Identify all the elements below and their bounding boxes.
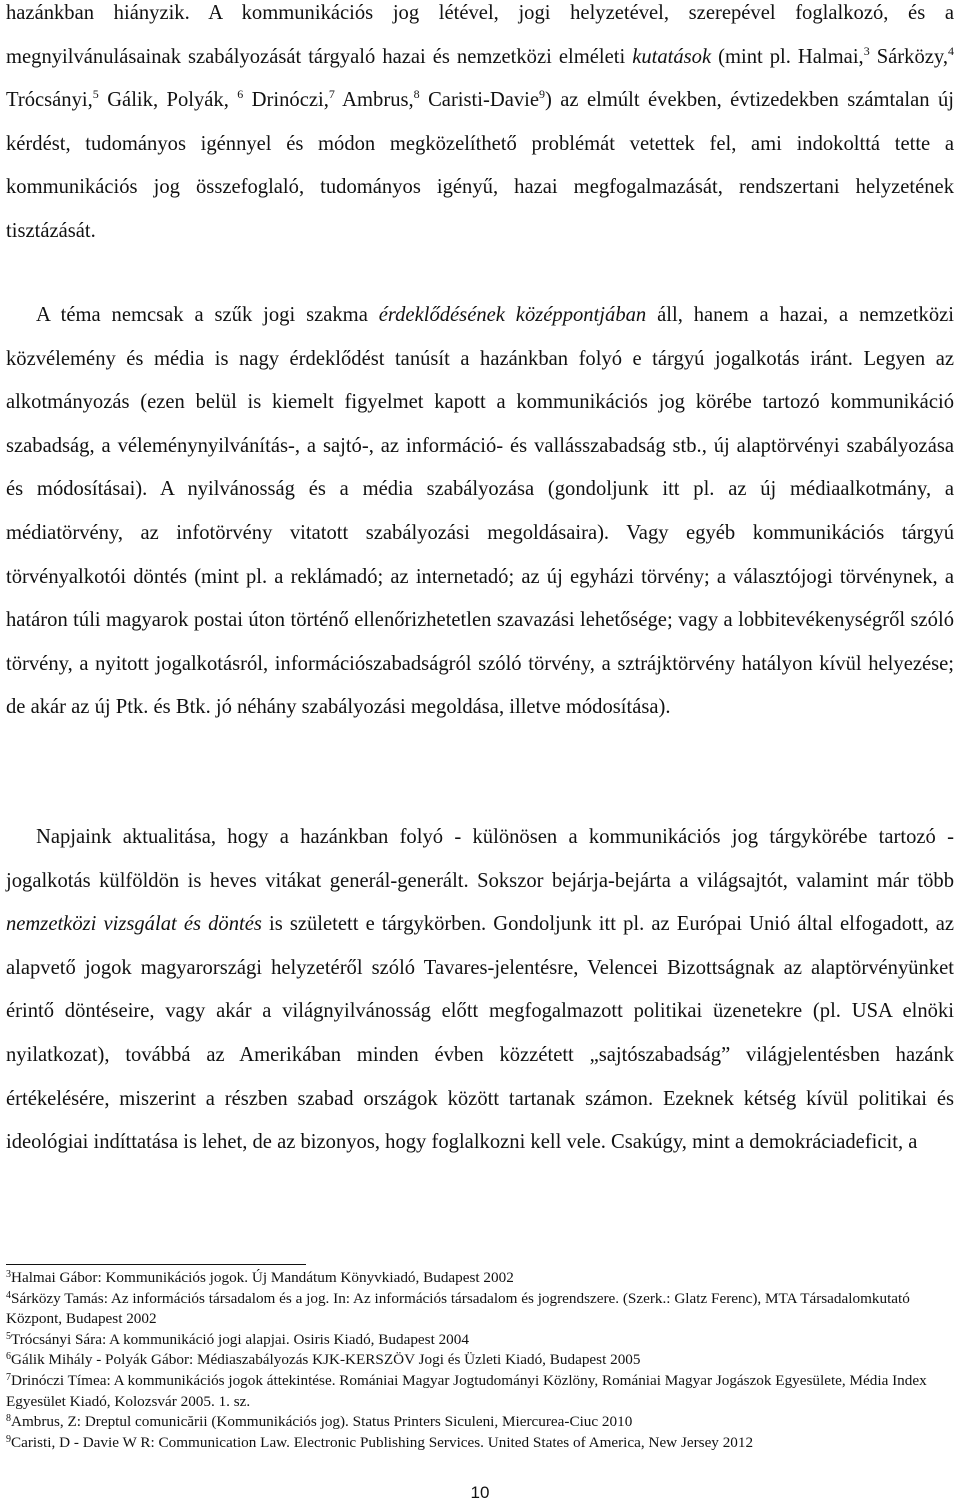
footnote-text: Trócsányi Sára: A kommunikáció jogi alapjai. Osiris Kiadó, Budapest 2004 <box>11 1330 469 1348</box>
footnote-number: 3 <box>6 1269 11 1280</box>
page-number: 10 <box>470 1483 490 1502</box>
footnote-ref-7: 7 <box>328 87 335 102</box>
paragraph-text: hazánkban hiányzik. A kommunikációs jog létével, jogi helyzetével, szerepével foglalkozó, és a megnyilvánulásainak szabályozását tárgyaló hazai és nemzetközi elméleti <box>6 2 954 68</box>
body-paragraph-2 <box>6 294 954 730</box>
footnote-text: Ambrus, Z: Dreptul comunicării (Kommunikációs jog). Status Printers Siculeni, Miercurea-Ciuc 2010 <box>11 1413 633 1431</box>
body-paragraph-1 <box>6 0 954 254</box>
italic-phrase: érdeklődésének középpontjában <box>378 304 647 326</box>
footnote-ref-9: 9 <box>539 87 546 102</box>
paragraph-text: Trócsányi, <box>6 89 93 112</box>
footnote-3 <box>6 1268 956 1289</box>
footnote-number: 4 <box>6 1289 11 1301</box>
paragraph-text: Napjaink aktualitása, hogy a hazánkban folyó - különösen a kommunikációs jog tárgykörébe tartozó - jogalkotás külföldön is heves vitákat generál-generált. Sokszor bejárja-bejárta a világsajtót, valamint már több <box>6 826 954 892</box>
footnote-4 <box>6 1289 956 1330</box>
paragraph-text: is született e tárgykörben. Gondoljunk itt pl. az Európai Unió által elfogadott, az alapvető jogok magyarországi helyzetéről szóló Tavares-jelentésre, Velencei Bizottságnak az alaptörvényünket érintő döntéseire, vagy akár a világnyilvánosság előtt megfogalmazott politikai üzenetekre (pl. USA elnöki nyilatkozat), továbbá az Amerikában minden évben közzétett „sajtószabadság” világjelentésben hazánk értékelésére, miszerint a részben szabad országok között tartanak számon. Ezeknek kétség kívül politikai és ideológiai indíttatása is lehet, de az bizonyos, hogy foglalkozni kell vele. Csakúgy, mint a demokráciadeficit, a <box>6 913 954 1154</box>
paragraph-text: Ambrus, <box>334 89 414 112</box>
footnote-6 <box>6 1350 956 1371</box>
footnote-text: Gálik Mihály - Polyák Gábor: Médiaszabályozás KJK-KERSZÖV Jogi és Üzleti Kiadó, Budapest 2005 <box>11 1351 641 1369</box>
footnote-9 <box>6 1433 956 1454</box>
footnote-number: 8 <box>6 1413 11 1425</box>
footnote-text: Sárközy Tamás: Az információs társadalom és a jog. In: Az információs társadalom és jogrendszere. (Szerk.: Glatz Ferenc), MTA Társadalomkutató Központ, Budapest 2002 <box>6 1289 910 1328</box>
footnote-number: 5 <box>6 1330 11 1342</box>
italic-phrase: nemzetközi vizsgálat és döntés <box>6 913 262 936</box>
footnote-8 <box>6 1412 956 1433</box>
italic-phrase: kutatások <box>632 45 712 68</box>
footnote-number: 9 <box>6 1433 11 1445</box>
footnote-ref-3: 3 <box>863 43 870 58</box>
footnote-5 <box>6 1330 956 1351</box>
paragraph-text: Gálik, Polyák, <box>98 89 238 112</box>
paragraph-text: áll, hanem a hazai, a nemzetközi közvélemény és média is nagy érdeklődést tanúsít a hazánkban folyó e tárgyú jogalkotás iránt. Legyen az alkotmányozás (ezen belül is kiemelt figyelmet kapott a kommunikációs jog körébe tartozó kommunikáció szabadság, a véleménynyilvánítás-, a sajtó-, az információ- és vallásszabadság stb., új alaptörvényi szabályozása és módosításai). A nyilvánosság és a média szabályozása (gondoljunk itt pl. az új médiaalkotmány, a médiatörvény, az infotörvény vitatott szabályozási megoldásaira). Vagy egyéb kommunikációs tárgyú törvényalkotói döntés (mint pl. a reklámadó; az internetadó; az új egyházi törvény; a választójogi törvénynek, a határon túli magyarok postai úton történő ellenőrizhetetlen szavazási lehetősége; vagy a lobbitevékenységről szóló törvény, a nyitott jogalkotásról, információszabadságról szóló törvény, a sztrájktörvény hatályon kívül helyezése; de akár az új Ptk. és Btk. jó néhány szabályozási megoldása, illetve módosítása). <box>6 304 954 719</box>
footnote-text: Halmai Gábor: Kommunikációs jogok. Új Mandátum Könyvkiadó, Budapest 2002 <box>11 1269 514 1286</box>
paragraph-text: (mint pl. Halmai, <box>711 45 864 68</box>
footnote-ref-5: 5 <box>92 87 99 102</box>
paragraph-text: Caristi-Davie <box>419 89 540 112</box>
footnote-ref-6: 6 <box>237 87 244 102</box>
footnote-ref-8: 8 <box>413 87 420 102</box>
footnote-number: 7 <box>6 1371 11 1383</box>
paragraph-text: ) az elmúlt években, évtizedekben számtalan új kérdést, tudományos igénnyel és módon megközelíthető problémát vetettek fel, ami indokolttá tette a kommunikációs jog összefoglaló, tudományos igényű, hazai megfogalmazását, rendszertani helyzetének tisztázását. <box>6 89 954 242</box>
paragraph-text: A téma nemcsak a szűk jogi szakma <box>36 304 379 326</box>
footnote-text: Drinóczi Tímea: A kommunikációs jogok áttekintése. Romániai Magyar Jogtudományi Közlöny, Romániai Magyar Jogászok Egyesülete, Média Index Egyesület Kiadó, Kolozsvár 2005. 1. sz. <box>6 1371 927 1410</box>
footnotes-list <box>6 1268 956 1453</box>
footnote-ref-4: 4 <box>948 43 954 58</box>
footnote-text: Caristi, D - Davie W R: Communication Law. Electronic Publishing Services. United States of America, New Jersey 2012 <box>11 1433 754 1451</box>
body-paragraph-3 <box>6 816 954 1165</box>
footnote-separator <box>6 1264 306 1265</box>
footnote-7 <box>6 1371 956 1412</box>
footnote-number: 6 <box>6 1351 11 1363</box>
paragraph-text: Sárközy, <box>869 45 948 68</box>
paragraph-text: Drinóczi, <box>243 89 329 112</box>
